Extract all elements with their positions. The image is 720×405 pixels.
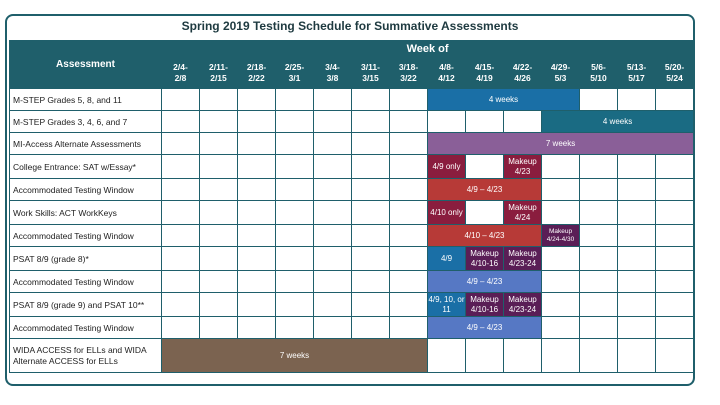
week-start: 4/29- bbox=[550, 62, 571, 72]
empty-cell bbox=[390, 89, 428, 111]
page-title: Spring 2019 Testing Schedule for Summative Assessments bbox=[181, 19, 519, 33]
empty-cell bbox=[352, 179, 390, 201]
week-header-9 bbox=[504, 58, 542, 89]
empty-cell bbox=[542, 317, 580, 339]
assessment-label: PSAT 8/9 (grade 9) and PSAT 10** bbox=[10, 293, 162, 317]
empty-cell bbox=[238, 317, 276, 339]
week-end: 3/15 bbox=[362, 73, 379, 83]
empty-cell bbox=[390, 133, 428, 155]
empty-cell bbox=[162, 225, 200, 247]
schedule-bar: Makeup 4/24 bbox=[504, 201, 542, 225]
empty-cell bbox=[580, 89, 618, 111]
empty-cell bbox=[580, 155, 618, 179]
assessment-label: PSAT 8/9 (grade 8)* bbox=[10, 247, 162, 271]
empty-cell bbox=[200, 271, 238, 293]
schedule-bar: 4/10 – 4/23 bbox=[428, 225, 542, 247]
row-act-workkeys bbox=[10, 201, 694, 225]
empty-cell bbox=[580, 339, 618, 373]
empty-cell bbox=[466, 201, 504, 225]
row-psat-8-9-grade8 bbox=[10, 247, 694, 271]
empty-cell bbox=[656, 225, 694, 247]
week-start: 2/4- bbox=[173, 62, 188, 72]
empty-cell bbox=[314, 111, 352, 133]
empty-cell bbox=[314, 201, 352, 225]
row-wida bbox=[10, 339, 694, 373]
empty-cell bbox=[200, 111, 238, 133]
week-end: 3/8 bbox=[326, 73, 339, 83]
empty-cell bbox=[580, 201, 618, 225]
assessment-label: Accommodated Testing Window bbox=[10, 317, 162, 339]
week-of-header: Week of bbox=[162, 41, 694, 58]
empty-cell bbox=[200, 225, 238, 247]
empty-cell bbox=[618, 89, 656, 111]
empty-cell bbox=[238, 89, 276, 111]
empty-cell bbox=[314, 225, 352, 247]
header-row-top bbox=[10, 41, 694, 58]
week-end: 3/1 bbox=[288, 73, 301, 83]
assessment-label: Work Skills: ACT WorkKeys bbox=[10, 201, 162, 225]
assessment-label: Accommodated Testing Window bbox=[10, 179, 162, 201]
empty-cell bbox=[162, 247, 200, 271]
row-psat-grade8-accommodated bbox=[10, 271, 694, 293]
empty-cell bbox=[390, 247, 428, 271]
empty-cell bbox=[428, 111, 466, 133]
assessment-label: MI-Access Alternate Assessments bbox=[10, 133, 162, 155]
assessment-label: WIDA ACCESS for ELLs and WIDA Alternate ACCESS for ELLs bbox=[10, 339, 162, 373]
empty-cell bbox=[390, 271, 428, 293]
week-header-1 bbox=[200, 58, 238, 89]
empty-cell bbox=[504, 339, 542, 373]
empty-cell bbox=[580, 317, 618, 339]
week-start: 5/13- bbox=[626, 62, 647, 72]
week-end: 4/26 bbox=[514, 73, 531, 83]
empty-cell bbox=[238, 111, 276, 133]
empty-cell bbox=[542, 293, 580, 317]
empty-cell bbox=[390, 155, 428, 179]
empty-cell bbox=[618, 201, 656, 225]
empty-cell bbox=[656, 317, 694, 339]
empty-cell bbox=[656, 201, 694, 225]
empty-cell bbox=[580, 271, 618, 293]
empty-cell bbox=[238, 133, 276, 155]
schedule-bar: 4/9, 10, or 11 bbox=[428, 293, 466, 317]
empty-cell bbox=[390, 317, 428, 339]
empty-cell bbox=[618, 339, 656, 373]
empty-cell bbox=[390, 201, 428, 225]
empty-cell bbox=[314, 317, 352, 339]
empty-cell bbox=[618, 225, 656, 247]
empty-cell bbox=[238, 247, 276, 271]
empty-cell bbox=[542, 201, 580, 225]
schedule-bar: Makeup 4/10-16 bbox=[466, 247, 504, 271]
week-header-2 bbox=[238, 58, 276, 89]
empty-cell bbox=[618, 293, 656, 317]
schedule-bar: Makeup 4/23-24 bbox=[504, 293, 542, 317]
row-sat bbox=[10, 155, 694, 179]
schedule-bar: Makeup 4/24-4/30 bbox=[542, 225, 580, 247]
assessment-header: Assessment bbox=[10, 41, 162, 89]
assessment-label: Accommodated Testing Window bbox=[10, 225, 162, 247]
empty-cell bbox=[352, 317, 390, 339]
week-header-0 bbox=[162, 58, 200, 89]
schedule-bar: 4 weeks bbox=[542, 111, 694, 133]
empty-cell bbox=[390, 179, 428, 201]
empty-cell bbox=[200, 155, 238, 179]
row-psat-grade9-10-accommodated bbox=[10, 317, 694, 339]
week-end: 3/22 bbox=[400, 73, 417, 83]
empty-cell bbox=[352, 247, 390, 271]
week-header-10 bbox=[542, 58, 580, 89]
empty-cell bbox=[238, 201, 276, 225]
empty-cell bbox=[276, 225, 314, 247]
empty-cell bbox=[200, 201, 238, 225]
empty-cell bbox=[656, 247, 694, 271]
empty-cell bbox=[542, 179, 580, 201]
week-end: 5/24 bbox=[666, 73, 683, 83]
empty-cell bbox=[618, 155, 656, 179]
empty-cell bbox=[238, 155, 276, 179]
empty-cell bbox=[238, 271, 276, 293]
week-start: 4/22- bbox=[512, 62, 533, 72]
empty-cell bbox=[542, 247, 580, 271]
empty-cell bbox=[162, 89, 200, 111]
empty-cell bbox=[162, 155, 200, 179]
schedule-table bbox=[9, 40, 694, 373]
schedule-bar: 4/10 only bbox=[428, 201, 466, 225]
empty-cell bbox=[466, 339, 504, 373]
schedule-bar: 4 weeks bbox=[428, 89, 580, 111]
empty-cell bbox=[162, 317, 200, 339]
row-psat-grade9-10 bbox=[10, 293, 694, 317]
week-header-5 bbox=[352, 58, 390, 89]
week-end: 2/15 bbox=[210, 73, 227, 83]
empty-cell bbox=[390, 293, 428, 317]
week-start: 3/18- bbox=[398, 62, 419, 72]
schedule-bar: 4/9 – 4/23 bbox=[428, 271, 542, 293]
week-start: 3/11- bbox=[361, 62, 380, 72]
empty-cell bbox=[428, 339, 466, 373]
row-sat-accommodated bbox=[10, 179, 694, 201]
empty-cell bbox=[466, 111, 504, 133]
empty-cell bbox=[466, 155, 504, 179]
empty-cell bbox=[580, 225, 618, 247]
empty-cell bbox=[542, 155, 580, 179]
empty-cell bbox=[162, 201, 200, 225]
empty-cell bbox=[200, 247, 238, 271]
empty-cell bbox=[618, 317, 656, 339]
empty-cell bbox=[162, 271, 200, 293]
schedule-bar: Makeup 4/23 bbox=[504, 155, 542, 179]
week-start: 2/25- bbox=[284, 62, 305, 72]
week-header-13 bbox=[656, 58, 694, 89]
empty-cell bbox=[200, 179, 238, 201]
schedule-bar: 4/9 – 4/23 bbox=[428, 317, 542, 339]
week-start: 3/4- bbox=[325, 62, 340, 72]
empty-cell bbox=[352, 111, 390, 133]
empty-cell bbox=[352, 201, 390, 225]
week-header-3 bbox=[276, 58, 314, 89]
empty-cell bbox=[352, 293, 390, 317]
empty-cell bbox=[200, 89, 238, 111]
week-start: 2/11- bbox=[209, 62, 228, 72]
schedule-bar: 4/9 only bbox=[428, 155, 466, 179]
empty-cell bbox=[238, 225, 276, 247]
empty-cell bbox=[618, 247, 656, 271]
week-header-8 bbox=[466, 58, 504, 89]
week-end: 4/12 bbox=[438, 73, 455, 83]
row-mstep-3-4-6-7 bbox=[10, 111, 694, 133]
week-end: 5/3 bbox=[554, 73, 567, 83]
week-start: 4/8- bbox=[439, 62, 454, 72]
empty-cell bbox=[276, 89, 314, 111]
empty-cell bbox=[162, 179, 200, 201]
empty-cell bbox=[314, 133, 352, 155]
empty-cell bbox=[200, 317, 238, 339]
row-mstep-5-8-11 bbox=[10, 89, 694, 111]
week-end: 5/17 bbox=[628, 73, 645, 83]
schedule-bar: Makeup 4/10-16 bbox=[466, 293, 504, 317]
empty-cell bbox=[314, 89, 352, 111]
schedule-bar: Makeup 4/23-24 bbox=[504, 247, 542, 271]
empty-cell bbox=[390, 111, 428, 133]
row-act-accommodated bbox=[10, 225, 694, 247]
empty-cell bbox=[656, 155, 694, 179]
empty-cell bbox=[618, 271, 656, 293]
empty-cell bbox=[314, 179, 352, 201]
empty-cell bbox=[276, 271, 314, 293]
week-end: 2/8 bbox=[174, 73, 187, 83]
week-end: 4/19 bbox=[476, 73, 493, 83]
week-header-11 bbox=[580, 58, 618, 89]
empty-cell bbox=[314, 247, 352, 271]
empty-cell bbox=[352, 155, 390, 179]
empty-cell bbox=[542, 271, 580, 293]
empty-cell bbox=[276, 179, 314, 201]
week-header-12 bbox=[618, 58, 656, 89]
week-header-4 bbox=[314, 58, 352, 89]
empty-cell bbox=[276, 155, 314, 179]
empty-cell bbox=[580, 247, 618, 271]
week-start: 5/20- bbox=[664, 62, 685, 72]
week-end: 2/22 bbox=[248, 73, 265, 83]
empty-cell bbox=[200, 293, 238, 317]
week-start: 2/18- bbox=[246, 62, 267, 72]
assessment-label: M-STEP Grades 3, 4, 6, and 7 bbox=[10, 111, 162, 133]
empty-cell bbox=[162, 111, 200, 133]
schedule-bar: 4/9 – 4/23 bbox=[428, 179, 542, 201]
empty-cell bbox=[276, 201, 314, 225]
empty-cell bbox=[352, 225, 390, 247]
empty-cell bbox=[276, 317, 314, 339]
empty-cell bbox=[200, 133, 238, 155]
empty-cell bbox=[314, 271, 352, 293]
assessment-label: M-STEP Grades 5, 8, and 11 bbox=[10, 89, 162, 111]
empty-cell bbox=[352, 133, 390, 155]
empty-cell bbox=[352, 271, 390, 293]
schedule-bar: 7 weeks bbox=[428, 133, 694, 155]
empty-cell bbox=[504, 111, 542, 133]
empty-cell bbox=[276, 247, 314, 271]
schedule-bar: 4/9 bbox=[428, 247, 466, 271]
schedule-bar: 7 weeks bbox=[162, 339, 428, 373]
empty-cell bbox=[276, 111, 314, 133]
assessment-label: Accommodated Testing Window bbox=[10, 271, 162, 293]
week-header-6 bbox=[390, 58, 428, 89]
empty-cell bbox=[618, 179, 656, 201]
empty-cell bbox=[276, 133, 314, 155]
empty-cell bbox=[542, 339, 580, 373]
assessment-label: College Entrance: SAT w/Essay* bbox=[10, 155, 162, 179]
row-mi-access bbox=[10, 133, 694, 155]
week-header-7 bbox=[428, 58, 466, 89]
schedule-frame bbox=[5, 14, 695, 386]
empty-cell bbox=[580, 293, 618, 317]
empty-cell bbox=[162, 293, 200, 317]
empty-cell bbox=[314, 155, 352, 179]
empty-cell bbox=[656, 271, 694, 293]
empty-cell bbox=[276, 293, 314, 317]
empty-cell bbox=[352, 89, 390, 111]
empty-cell bbox=[238, 179, 276, 201]
empty-cell bbox=[580, 179, 618, 201]
empty-cell bbox=[656, 293, 694, 317]
week-start: 4/15- bbox=[474, 62, 495, 72]
week-end: 5/10 bbox=[590, 73, 607, 83]
empty-cell bbox=[162, 133, 200, 155]
empty-cell bbox=[390, 225, 428, 247]
empty-cell bbox=[238, 293, 276, 317]
empty-cell bbox=[656, 339, 694, 373]
empty-cell bbox=[314, 293, 352, 317]
empty-cell bbox=[656, 179, 694, 201]
empty-cell bbox=[656, 89, 694, 111]
week-start: 5/6- bbox=[591, 62, 606, 72]
